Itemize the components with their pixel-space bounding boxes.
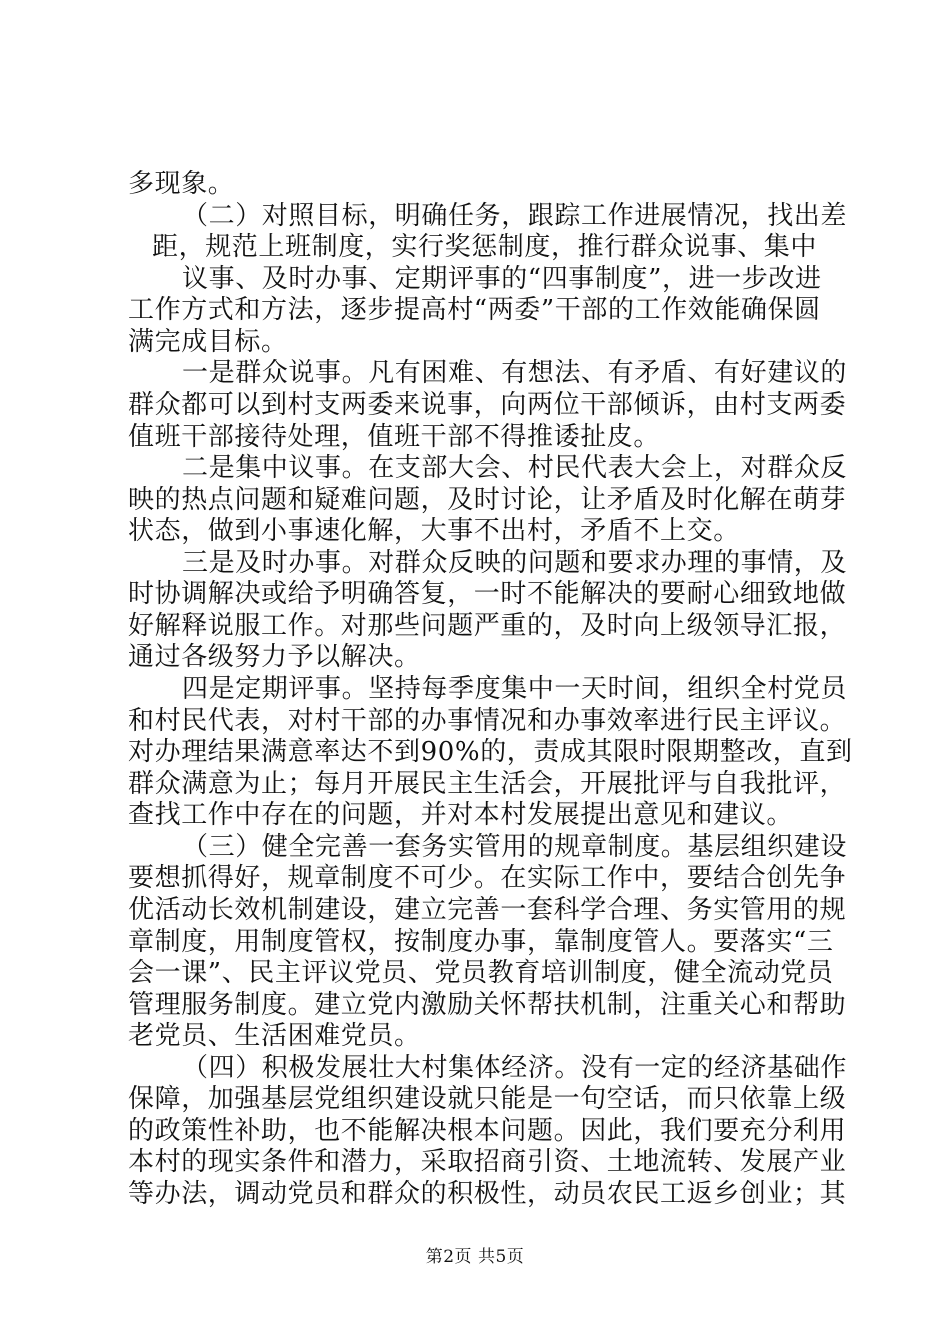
text-line: 距，规范上班制度，实行奖惩制度，推行群众说事、集中	[152, 232, 818, 262]
text-line: 四是定期评事。坚持每季度集中一天时间，组织全村党员	[182, 674, 848, 704]
text-line: 保障，加强基层党组织建设就只能是一句空话，而只依靠上级	[128, 1084, 847, 1114]
text-line: 映的热点问题和疑难问题，及时讨论，让矛盾及时化解在萌芽	[128, 485, 847, 515]
text-line: 优活动长效机制建设，建立完善一套科学合理、务实管用的规	[128, 895, 847, 925]
text-line: 满完成目标。	[128, 327, 288, 357]
text-line: 一是群众说事。凡有困难、有想法、有矛盾、有好建议的	[182, 358, 848, 388]
text-line: 多现象。	[128, 169, 235, 199]
text-line: 老党员、生活困难党员。	[128, 1021, 421, 1051]
text-line: 群众满意为止；每月开展民主生活会，开展批评与自我批评，	[128, 769, 847, 799]
text-line: （二）对照目标，明确任务，跟踪工作进展情况，找出差	[182, 201, 848, 231]
text-line: 好解释说服工作。对那些问题严重的，及时向上级领导汇报，	[128, 611, 847, 641]
text-line: 查找工作中存在的问题，并对本村发展提出意见和建议。	[128, 800, 794, 830]
text-line: 和村民代表，对村干部的办事情况和办事效率进行民主评议。	[128, 706, 847, 736]
text-line: 三是及时办事。对群众反映的问题和要求办理的事情，及	[182, 548, 848, 578]
text-line: 时协调解决或给予明确答复，一时不能解决的要耐心细致地做	[128, 579, 847, 609]
text-line: 本村的现实条件和潜力，采取招商引资、土地流转、发展产业	[128, 1147, 847, 1177]
text-line: （四）积极发展壮大村集体经济。没有一定的经济基础作	[182, 1053, 848, 1083]
text-line: 值班干部接待处理，值班干部不得推诿扯皮。	[128, 422, 661, 452]
text-line: （三）健全完善一套务实管用的规章制度。基层组织建设	[182, 832, 848, 862]
text-line: 管理服务制度。建立党内激励关怀帮扶机制，注重关心和帮助	[128, 990, 847, 1020]
text-line: 通过各级努力予以解决。	[128, 642, 421, 672]
page-number-footer: 第2页 共5页	[425, 1247, 525, 1267]
text-line: 章制度，用制度管权，按制度办事，靠制度管人。要落实“三	[128, 927, 834, 957]
text-line: 群众都可以到村支两委来说事，向两位干部倾诉，由村支两委	[128, 390, 847, 420]
text-line: 二是集中议事。在支部大会、村民代表大会上，对群众反	[182, 453, 848, 483]
text-line: 议事、及时办事、定期评事的“四事制度”，进一步改进	[182, 264, 822, 294]
text-line: 工作方式和方法，逐步提高村“两委”干部的工作效能确保圆	[128, 295, 821, 325]
text-line: 等办法，调动党员和群众的积极性，动员农民工返乡创业；其	[128, 1179, 847, 1209]
text-line: 对办理结果满意率达不到90%的，责成其限时限期整改，直到	[128, 737, 853, 767]
text-line: 的政策性补助，也不能解决根本问题。因此，我们要充分利用	[128, 1116, 847, 1146]
text-line: 要想抓得好，规章制度不可少。在实际工作中，要结合创先争	[128, 863, 847, 893]
text-line: 状态，做到小事速化解，大事不出村，矛盾不上交。	[128, 516, 740, 546]
text-line: 会一课”、民主评议党员、党员教育培训制度，健全流动党员	[128, 958, 834, 988]
